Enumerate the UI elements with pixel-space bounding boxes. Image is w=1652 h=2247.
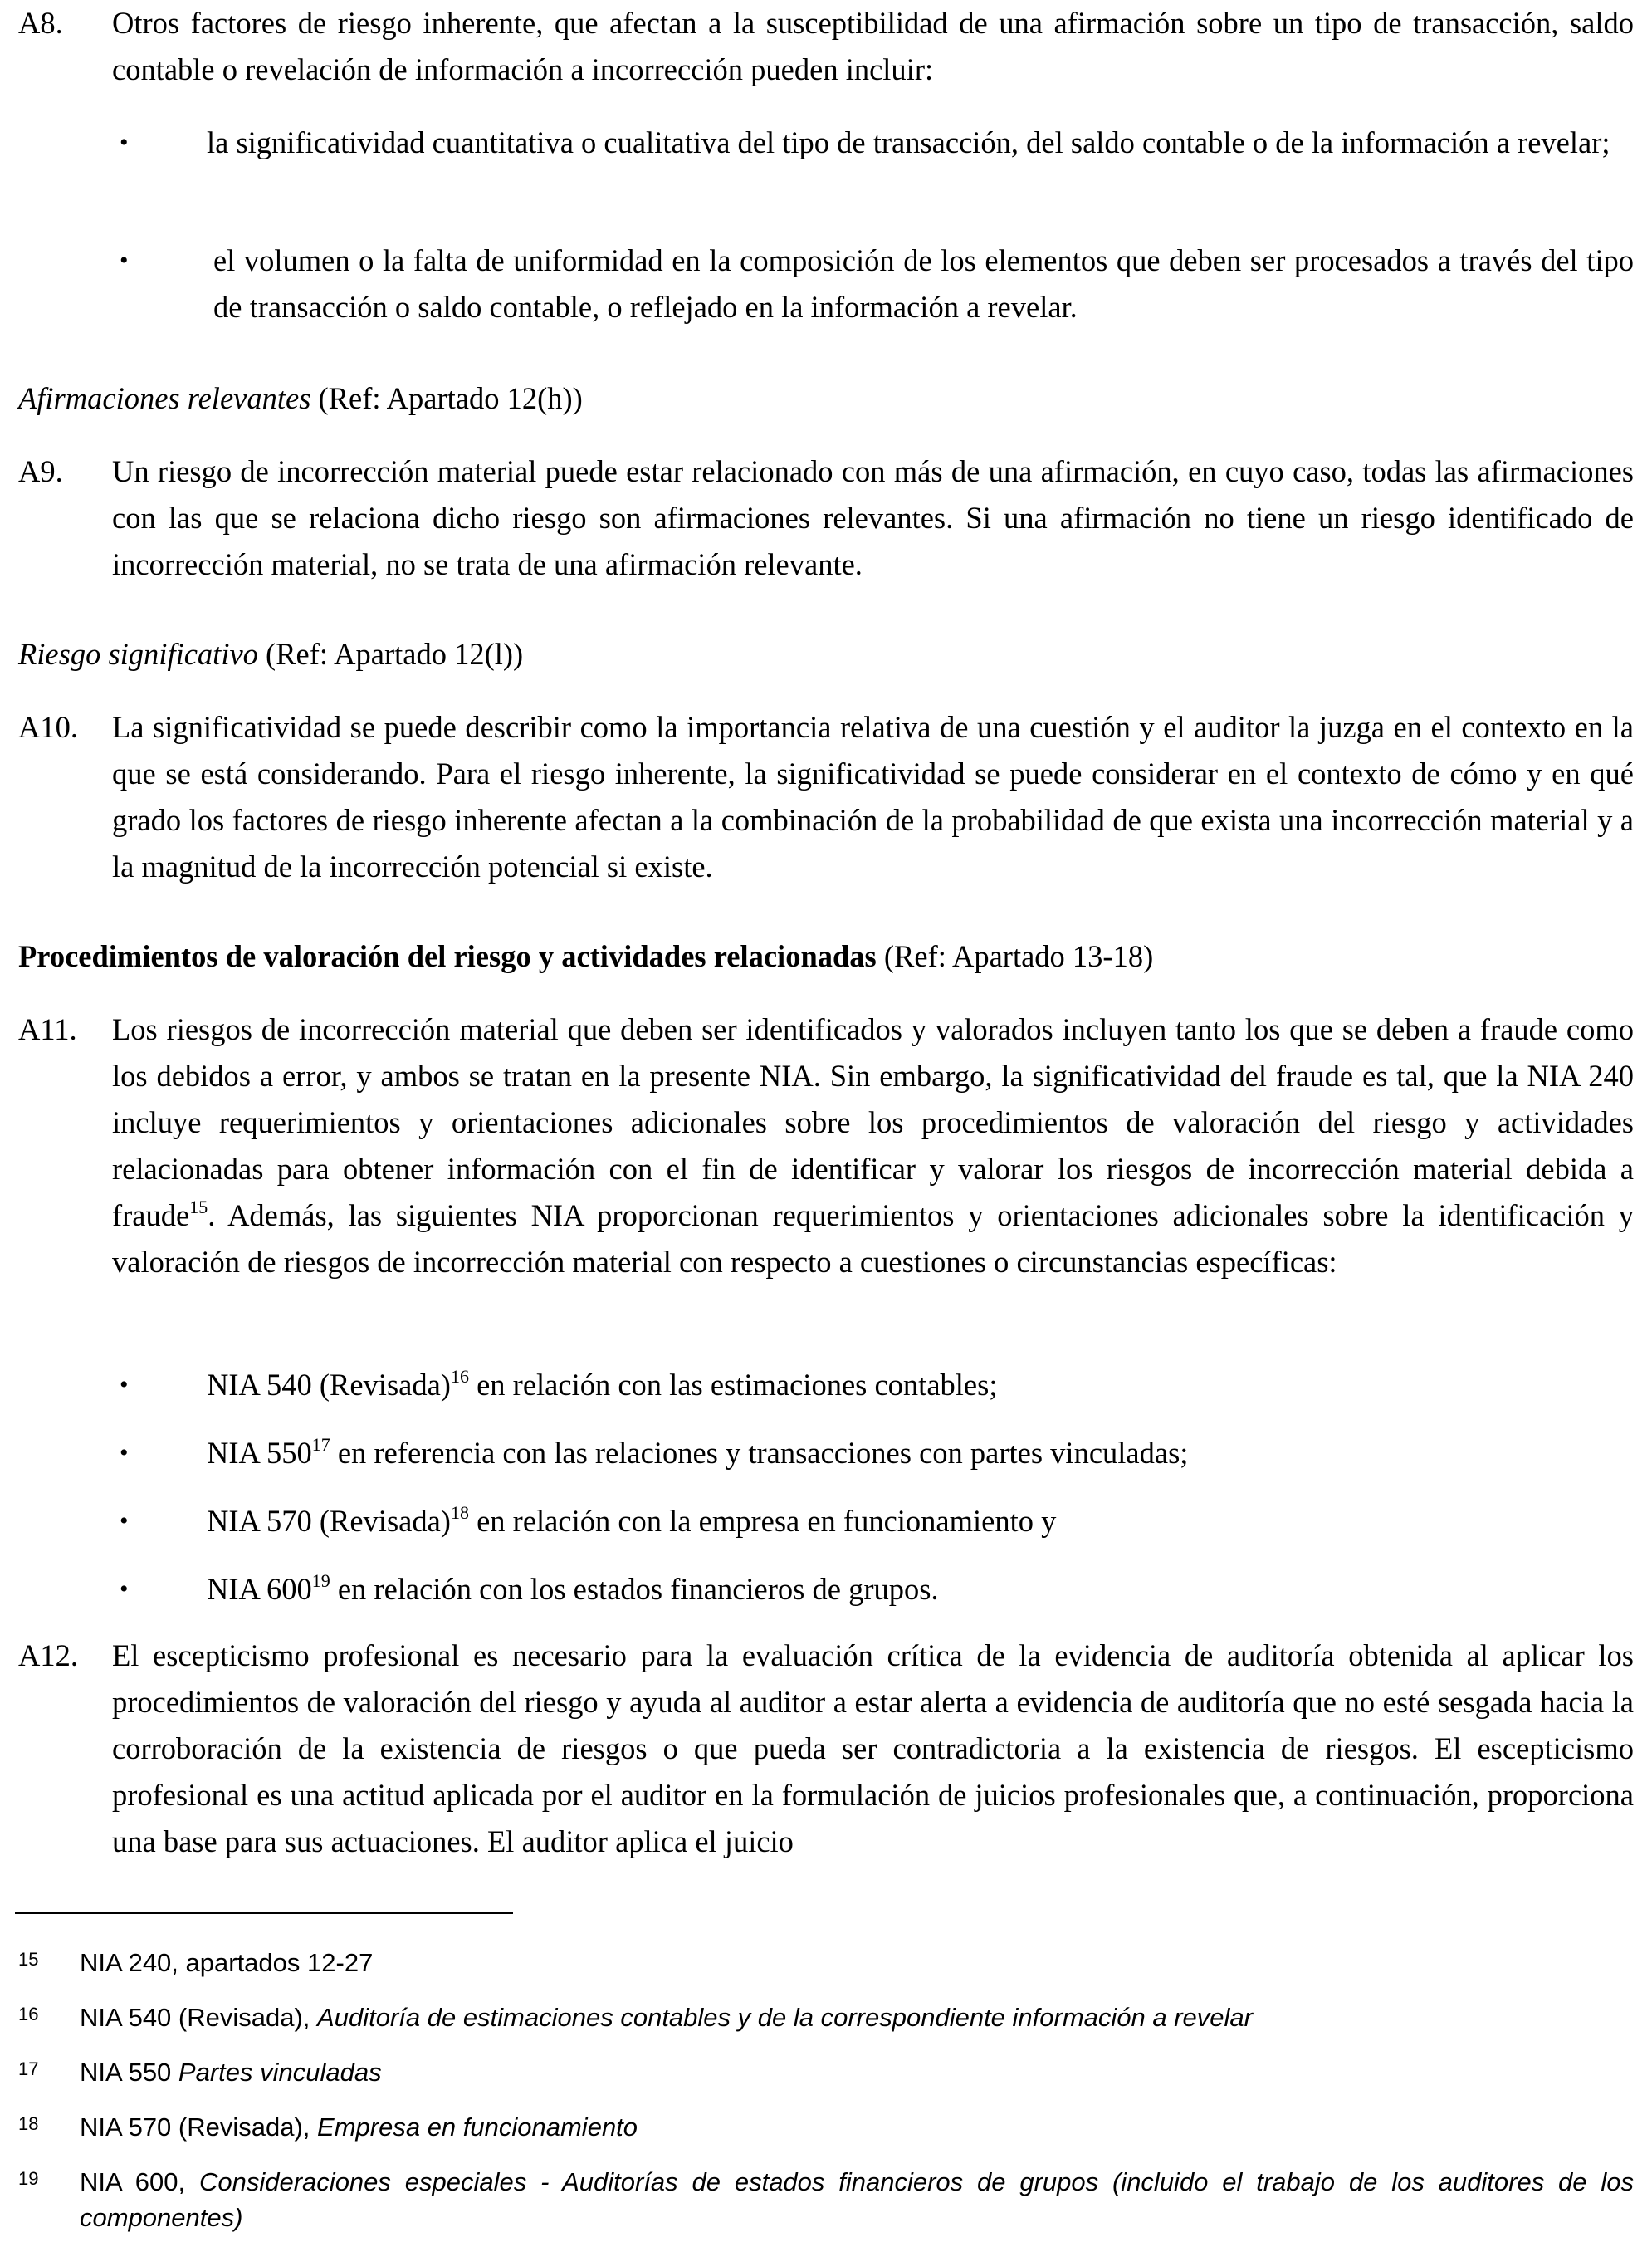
paragraph-number: A12. [18, 1638, 78, 1672]
bullet-icon: • [120, 129, 129, 156]
footnote-number: 16 [18, 2004, 39, 2024]
paragraph-a9 [18, 448, 1634, 588]
paragraph-number: A8. [18, 6, 63, 40]
footnote-ref[interactable]: 16 [450, 1365, 469, 1387]
section-heading [18, 933, 1153, 980]
heading-title: Afirmaciones relevantes [18, 381, 311, 415]
footnote [18, 1945, 1634, 1980]
paragraph-text-part: . Además, las siguientes NIA proporcionan requerimientos y orientaciones adicionales sobre la identificación y valoración de riesgos de incorrección material con respecto a cuestiones o circunstancias específicas: [112, 1198, 1634, 1279]
bullet-icon: • [120, 1575, 129, 1603]
footnote-text: NIA 240, apartados 12-27 [80, 1948, 374, 1977]
bullet-item [18, 237, 1634, 330]
footnote-number: 18 [18, 2113, 39, 2134]
footnote-number: 17 [18, 2059, 39, 2079]
paragraph-a8 [18, 0, 1634, 93]
heading-title: Riesgo significativo [18, 637, 258, 671]
bullet-item [18, 1362, 1634, 1408]
paragraph-number: A11. [18, 1012, 77, 1046]
paragraph-text [112, 1006, 1634, 1285]
bullet-icon: • [120, 247, 129, 274]
bullet-item [18, 1498, 1634, 1545]
paragraph-text: La significatividad se puede describir como la importancia relativa de una cuestión y el auditor la juzga en el contexto en la que se está considerando. Para el riesgo inherente, la significatividad se puede considerar en el contexto de cómo y en qué grado los factores de riesgo inherente afectan a la combinación de la probabilidad de que exista una incorrección material y a la magnitud de la incorrección potencial si existe. [112, 710, 1634, 884]
footnote-text: NIA 540 (Revisada), Auditoría de estimaciones contables y de la correspondiente información a revelar [80, 2003, 1253, 2032]
paragraph-a12 [18, 1633, 1634, 1865]
footnote [18, 2164, 1634, 2235]
bullet-text: la significatividad cuantitativa o cualitativa del tipo de transacción, del saldo contable o de la información a revelar; [207, 125, 1610, 159]
heading-ref: (Ref: Apartado 13-18) [876, 939, 1154, 973]
paragraph-number: A10. [18, 710, 78, 744]
bullet-text: NIA $550^{17}$ en referencia con las relaciones y transacciones con partes vinculadas; [207, 1433, 1189, 1470]
bullet-text: el volumen o la falta de uniformidad en la composición de los elementos que deben ser procesados a través del tipo de transacción o saldo contable, o reflejado en la información a revelar. [213, 243, 1634, 324]
footnote-number: 15 [18, 1949, 39, 1970]
heading-ref: (Ref: Apartado 12(h)) [310, 381, 583, 415]
footnote [18, 2109, 1634, 2145]
footnote-ref[interactable]: 18 [450, 1501, 469, 1523]
bullet-item [18, 1566, 1634, 1613]
bullet-text: NIA 540 (Revisada)$^{16}$ en relación con las estimaciones contables; [207, 1365, 998, 1402]
footnote-ref[interactable]: 15 [189, 1196, 208, 1217]
bullet-text: NIA $600^{19}$ en relación con los estados financieros de grupos. [207, 1569, 939, 1606]
bullet-item [18, 1430, 1634, 1476]
footnote-ref[interactable]: 17 [311, 1433, 330, 1455]
footnote [18, 2000, 1634, 2035]
paragraph-a11 [18, 1006, 1634, 1285]
paragraph-text: Un riesgo de incorrección material puede estar relacionado con más de una afirmación, en cuyo caso, todas las afirmaciones con las que se relaciona dicho riesgo son afirmaciones relevantes. Si una afirmación no tiene un riesgo identificado de incorrección material, no se trata de una afirmación relevante. [112, 454, 1634, 581]
paragraph-number: A9. [18, 454, 63, 488]
footnote-text: NIA 550 Partes vinculadas [80, 2058, 382, 2087]
footnote-separator [15, 1912, 513, 1914]
footnote-ref[interactable]: 19 [311, 1569, 330, 1591]
paragraph-a10 [18, 704, 1634, 890]
paragraph-text: Otros factores de riesgo inherente, que afectan a la susceptibilidad de una afirmación sobre un tipo de transacción, saldo contable o revelación de información a incorrección pueden incluir: [112, 6, 1634, 86]
section-heading [18, 631, 523, 678]
bullet-text: NIA 570 (Revisada)$^{18}$ en relación con la empresa en funcionamiento y [207, 1501, 1057, 1538]
paragraph-text-part: Los riesgos de incorrección material que deben ser identificados y valorados incluyen tanto los que se deben a fraude como los debidos a error, y ambos se tratan en la presente NIA. Sin embargo, la significatividad del fraude es tal, que la NIA 240 incluye requerimientos y orientaciones adicionales sobre los procedimientos de valoración del riesgo y actividades relacionadas para obtener información con el fin de identificar y valorar los riesgos de incorrección material debida a fraude [112, 1012, 1634, 1232]
footnote-number: 19 [18, 2168, 39, 2189]
heading-ref: (Ref: Apartado 12(l)) [257, 637, 524, 671]
heading-title: Procedimientos de valoración del riesgo y actividades relacionadas [18, 939, 877, 973]
bullet-icon: • [120, 1439, 129, 1466]
bullet-icon: • [120, 1371, 129, 1398]
section-heading [18, 375, 583, 422]
footnote-text: NIA 570 (Revisada), Empresa en funcionamiento [80, 2112, 638, 2142]
bullet-icon: • [120, 1507, 129, 1535]
bullet-item [18, 120, 1634, 166]
paragraph-text: El escepticismo profesional es necesario para la evaluación crítica de la evidencia de auditoría obtenida al aplicar los procedimientos de valoración del riesgo y ayuda al auditor a estar alerta a evidencia de auditoría que no esté sesgada hacia la corroboración de la existencia de riesgos o que pueda ser contradictoria a la existencia de riesgos. El escepticismo profesional es una actitud aplicada por el auditor en la formulación de juicios profesionales que, a continuación, proporciona una base para sus actuaciones. El auditor aplica el juicio [112, 1638, 1634, 1858]
footnote-text: NIA 600, Consideraciones especiales - Auditorías de estados financieros de grupos (incluido el trabajo de los auditores de los componentes) [80, 2167, 1634, 2232]
footnote [18, 2054, 1634, 2090]
